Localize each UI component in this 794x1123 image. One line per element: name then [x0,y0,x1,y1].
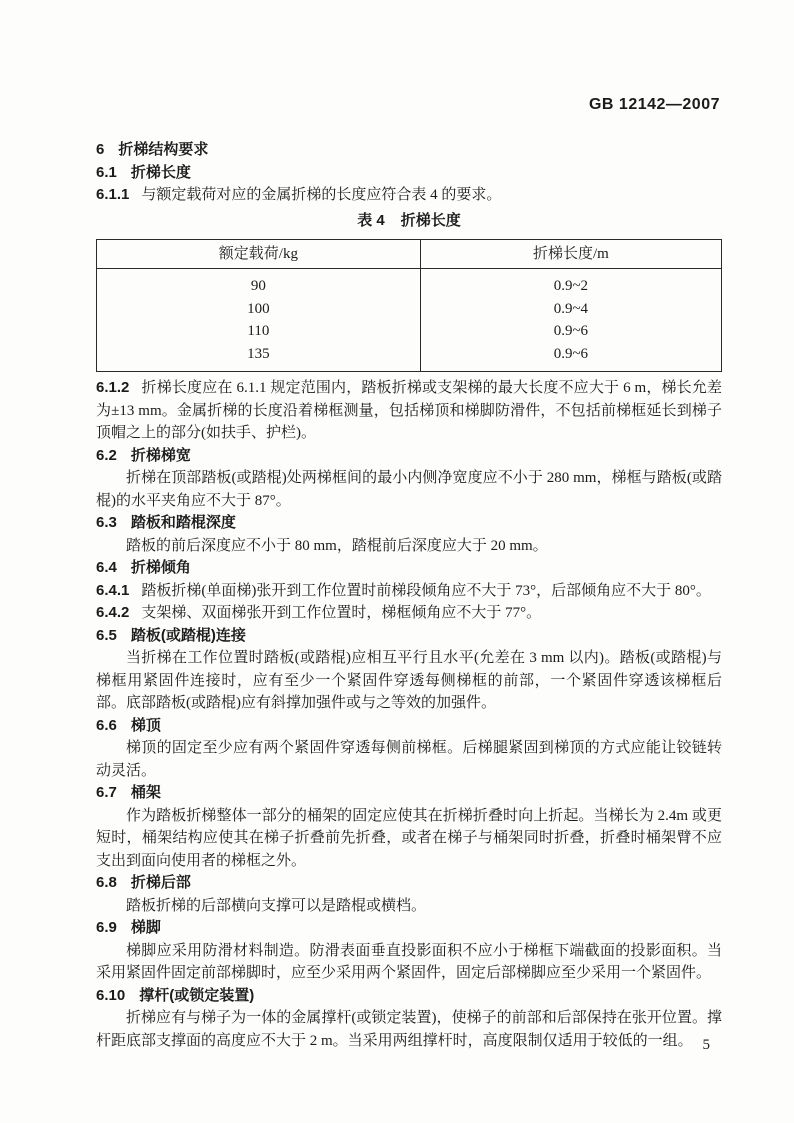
clause-text: 与额定载荷对应的金属折梯的长度应符合表 4 的要求。 [141,187,502,203]
section-heading-6 [96,139,722,162]
clause-number: 6.2 [96,446,117,464]
clause-title: 撑杆(或锁定装置) [139,986,255,1004]
cell-ladder-length: 0.9~6 [553,323,589,339]
clause-text: 支架梯、双面梯张开到工作位置时，梯框倾角应不大于 77°。 [141,605,542,621]
clause-title: 梯脚 [130,919,161,936]
clause-number: 6.1.2 [96,379,130,396]
clause-title: 折梯后部 [130,874,191,891]
table-row [97,269,722,298]
column-header-ladder-length: 折梯长度/m [420,240,721,269]
cell-rated-load: 110 [97,320,421,343]
clause-text: 踏板折梯(单面梯)张开到工作位置时前梯段倾角应不大于 73°，后部倾角应不大于 80°。 [141,582,711,599]
clause-number: 6.3 [96,514,117,531]
paragraph-6-3: 踏板的前后深度应不小于 80 mm，踏棍前后深度应大于 20 mm。 [126,537,548,554]
clause-number: 6.9 [96,919,117,936]
table-caption-title: 折梯长度 [400,211,461,229]
section-heading-6-9 [96,917,722,940]
clause-title: 踏板(或踏棍)连接 [130,626,246,644]
clause-6-1-2 [96,377,722,445]
table-caption-label: 表 4 [357,211,385,229]
section-heading-6-2 [96,445,722,468]
table4 [96,239,722,372]
clause-title: 踏板和踏棍深度 [130,514,236,531]
table-header-row [97,240,722,269]
section-heading-6-10 [96,985,722,1008]
clause-text: 折梯长度应在 6.1.1 规定范围内，踏板折梯或支架梯的最大长度不应大于 6 m，梯长允差为±13 mm。金属折梯的长度沿着梯框测量，包括梯顶和梯脚防滑件，不包括前梯框延长到梯子顶帽之上的部分(如扶手、护栏)。 [96,380,722,441]
table-row [97,298,722,321]
clause-number: 6.4.2 [96,604,130,621]
cell-ladder-length: 0.9~6 [553,345,589,362]
clause-title: 折梯长度 [130,163,191,181]
clause-title: 梯顶 [130,716,161,734]
clause-title: 桶架 [130,784,161,801]
section-heading-6-1 [96,162,722,185]
table-row [97,320,722,343]
cell-rated-load: 90 [97,269,421,298]
clause-number: 6.1.1 [96,186,130,203]
cell-rated-load: 100 [97,298,421,321]
paragraph-6-2: 折梯在顶部踏板(或踏棍)处两梯框间的最小内侧净宽度应不小于 280 mm，梯框与踏板(或踏棍)的水平夹角应不大于 87°。 [96,470,722,509]
clause-6-1-1 [96,184,722,207]
clause-number: 6.1 [96,163,117,181]
clause-6-4-1 [96,580,722,603]
table-row [97,343,722,372]
paragraph-6-9: 梯脚应采用防滑材料制造。防滑表面垂直投影面积不应小于梯框下端截面的投影面积。当采用紧固件固定前部梯脚时，应至少采用两个紧固件，固定后部梯脚应至少采用一个紧固件。 [96,942,722,981]
column-header-rated-load: 额定载荷/kg [97,240,421,269]
clause-number: 6.7 [96,784,117,801]
clause-number: 6.5 [96,626,117,644]
section-heading-6-3 [96,512,722,535]
paragraph-6-5: 当折梯在工作位置时踏板(或踏棍)应相互平行且水平(允差在 3 mm 以内)。踏板(或踏棍)与梯框用紧固件连接时，应有至少一个紧固件穿透每侧梯框的前部，一个紧固件穿透该梯框后部。底部踏板(或踏棍)应有斜撑加强件或与之等效的加强件。 [96,650,722,711]
clause-title: 折梯倾角 [130,559,191,576]
clause-number: 6.4 [96,559,117,576]
cell-ladder-length: 0.9~2 [553,278,589,294]
paragraph-6-7: 作为踏板折梯整体一部分的桶架的固定应使其在折梯折叠时向上折起。当梯长为 2.4m 或更短时，桶架结构应使其在梯子折叠前先折叠，或者在梯子与桶架同时折叠，折叠时桶架臂不应支出到面向使用者的梯框之外。 [96,807,722,869]
table4-header [97,240,722,269]
page-number: 5 [702,1037,710,1053]
clause-6-4-2 [96,602,722,625]
section-heading-6-4 [96,557,722,580]
standard-number: GB 12142—2007 [588,96,720,113]
document-body [96,139,722,1052]
clause-number: 6.4.1 [96,581,130,599]
section-heading-6-6 [96,715,722,738]
section-heading-6-5 [96,625,722,648]
table4-body [97,269,722,372]
cell-rated-load: 135 [97,343,421,372]
clause-number: 6.10 [96,986,126,1004]
paragraph-6-10: 折梯应有与梯子为一体的金属撑杆(或锁定装置)，使梯子的前部和后部保持在张开位置。撑杆距底部支撑面的高度应不大于 2 m。当采用两组撑杆时，高度限制仅适用于较低的一组。 [96,1010,722,1049]
clause-number: 6.6 [96,716,117,734]
section-heading-6-7 [96,782,722,805]
clause-title: 折梯结构要求 [118,141,209,158]
clause-title: 折梯梯宽 [130,446,191,464]
clause-number: 6.8 [96,874,117,891]
section-heading-6-8 [96,872,722,895]
paragraph-6-6: 梯顶的固定至少应有两个紧固件穿透每侧前梯框。后梯腿紧固到梯顶的方式应能让铰链转动灵活。 [96,740,722,779]
paragraph-6-8: 踏板折梯的后部横向支撑可以是踏棍或横档。 [126,897,427,914]
table4-caption [96,210,722,233]
cell-ladder-length: 0.9~4 [553,300,589,317]
clause-number: 6 [96,141,105,158]
